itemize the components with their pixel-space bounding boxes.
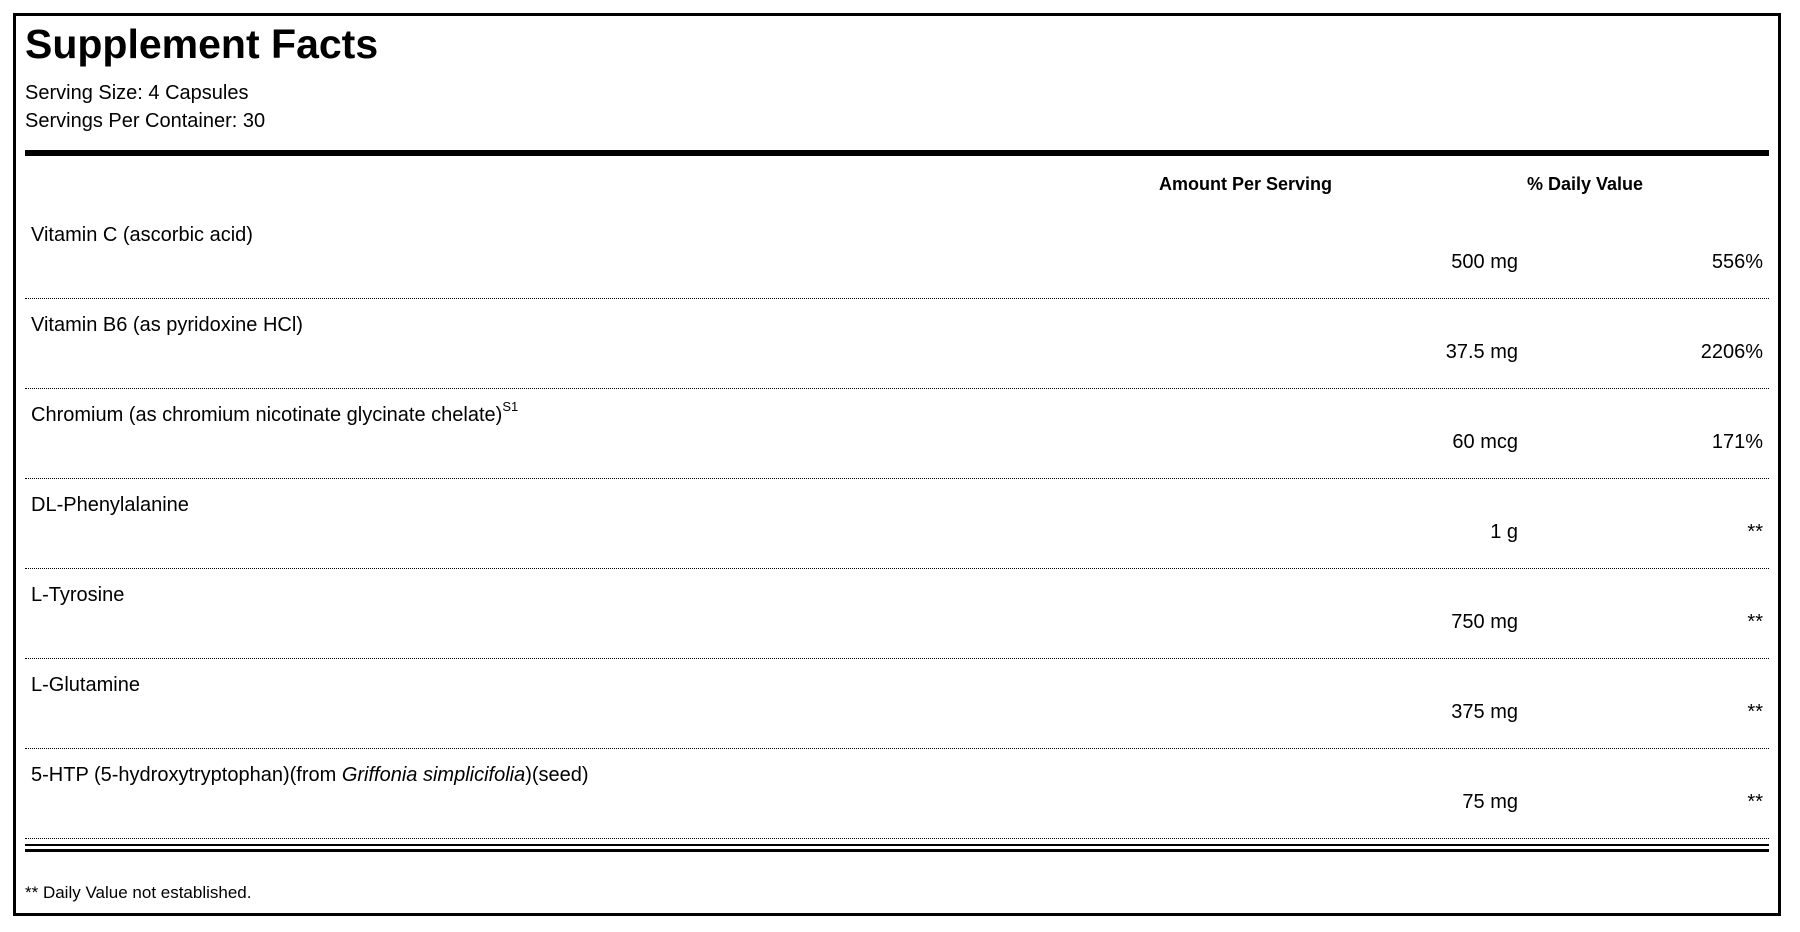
double-divider — [25, 844, 1769, 852]
nutrient-name: L-Glutamine — [31, 674, 140, 696]
nutrient-amount: 500 mg — [1451, 251, 1518, 273]
footnote: ** Daily Value not established. — [25, 883, 252, 902]
nutrient-name — [31, 399, 519, 426]
nutrient-daily-value: 171% — [1711, 431, 1763, 453]
table-row — [25, 479, 1769, 569]
nutrient-daily-value: ** — [1747, 611, 1763, 633]
nutrient-daily-value: ** — [1747, 701, 1763, 723]
supplement-facts-panel — [13, 13, 1781, 916]
table-row — [25, 659, 1769, 749]
nutrient-name-suffix: )(seed) — [525, 764, 589, 786]
nutrient-daily-value: ** — [1747, 521, 1763, 543]
column-header-amount: Amount Per Serving — [1159, 174, 1333, 194]
nutrient-amount: 750 mg — [1451, 611, 1518, 633]
nutrient-daily-value: 2206% — [1700, 341, 1763, 363]
nutrient-amount: 1 g — [1490, 521, 1518, 543]
thick-divider — [25, 150, 1769, 156]
nutrient-amount: 375 mg — [1451, 701, 1518, 723]
nutrient-daily-value: 556% — [1711, 251, 1763, 273]
nutrient-name: Vitamin B6 (as pyridoxine HCl) — [31, 314, 303, 336]
nutrient-amount: 75 mg — [1462, 791, 1518, 813]
nutrient-name: L-Tyrosine — [31, 584, 125, 606]
table-row — [25, 749, 1769, 839]
table-row — [25, 209, 1769, 299]
nutrient-name-text: Chromium (as chromium nicotinate glycinate chelate) — [31, 404, 503, 426]
nutrient-table — [25, 209, 1769, 839]
footnote-superscript: S1 — [502, 399, 519, 414]
column-header-daily-value: % Daily Value — [1527, 174, 1644, 194]
nutrient-amount: 37.5 mg — [1445, 341, 1518, 363]
nutrient-name-italic: Griffonia simplicifolia — [341, 764, 526, 786]
nutrient-daily-value: ** — [1747, 791, 1763, 813]
table-row — [25, 569, 1769, 659]
serving-size: Serving Size: 4 Capsules — [25, 82, 249, 104]
nutrient-name-prefix: 5-HTP (5-hydroxytryptophan)(from — [31, 764, 342, 786]
servings-per-container: Servings Per Container: 30 — [25, 110, 266, 132]
label-title: Supplement Facts — [25, 21, 379, 67]
nutrient-amount: 60 mcg — [1452, 431, 1518, 453]
nutrient-name: Vitamin C (ascorbic acid) — [31, 224, 253, 246]
nutrient-name — [31, 765, 589, 785]
table-row — [25, 299, 1769, 389]
nutrient-name: DL-Phenylalanine — [31, 494, 189, 516]
table-row — [25, 389, 1769, 479]
